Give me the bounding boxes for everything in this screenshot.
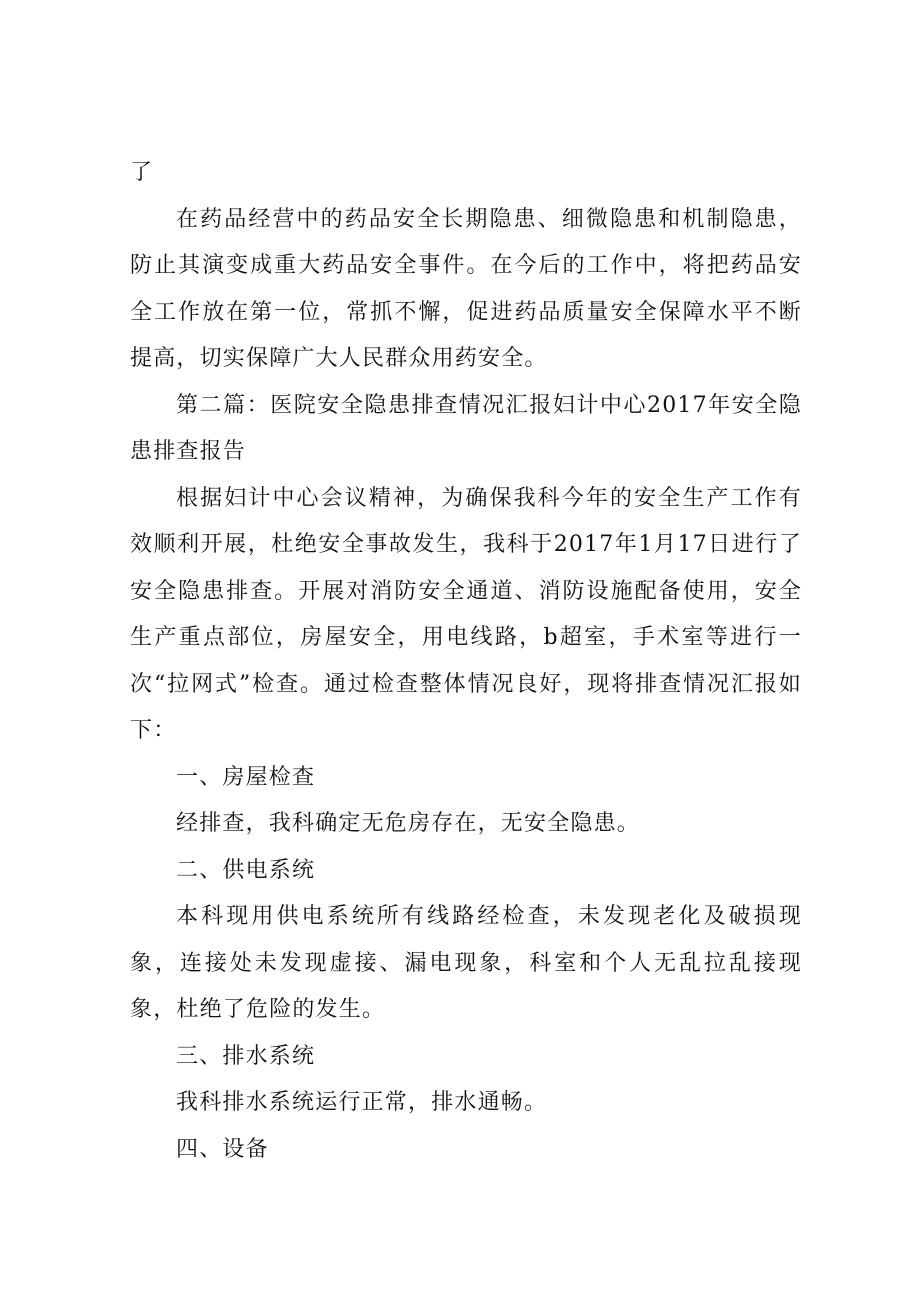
heading-building-inspection: 一、房屋检查 (176, 764, 316, 790)
paragraph-drug-safety: 在药品经营中的药品安全长期隐患、细微隐患和机制隐患，防止其演变成重大药品安全事件。在今后的工作中，将把药品安全工作放在第一位，常抓不懈，促进药品质量安全保障水平不断提高，切实保障广大人民群众用药安全。 (130, 206, 802, 371)
document-body (130, 150, 802, 1173)
paragraph-building-result: 经排查，我科确定无危房存在，无安全隐患。 (176, 811, 641, 836)
heading-equipment: 四、设备 (176, 1136, 269, 1162)
paragraph-intro: 根据妇计中心会议精神，为确保我科今年的安全生产工作有效顺利开展，杜绝安全事故发生，我科于2017年1月17日进行了安全隐患排查。开展对消防安全通道、消防设施配备使用，安全生产重点部位，房屋安全，用电线路，b超室，手术室等进行一次“拉网式”检查。通过检查整体情况良好，现将排查情况汇报如下： (130, 485, 802, 743)
paragraph-drainage-result: 我科排水系统运行正常，排水通畅。 (176, 1090, 548, 1115)
paragraph-continuation: 了 (130, 160, 154, 185)
paragraph-power-result: 本科现用供电系统所有线路经检查，未发现老化及破损现象，连接处未发现虚接、漏电现象，科室和个人无乱拉乱接现象，杜绝了危险的发生。 (130, 904, 802, 1022)
heading-power-system: 二、供电系统 (176, 857, 316, 883)
heading-drainage-system: 三、排水系统 (176, 1043, 316, 1069)
section-title: 第二篇：医院安全隐患排查情况汇报妇计中心2017年安全隐患排查报告 (130, 392, 802, 464)
